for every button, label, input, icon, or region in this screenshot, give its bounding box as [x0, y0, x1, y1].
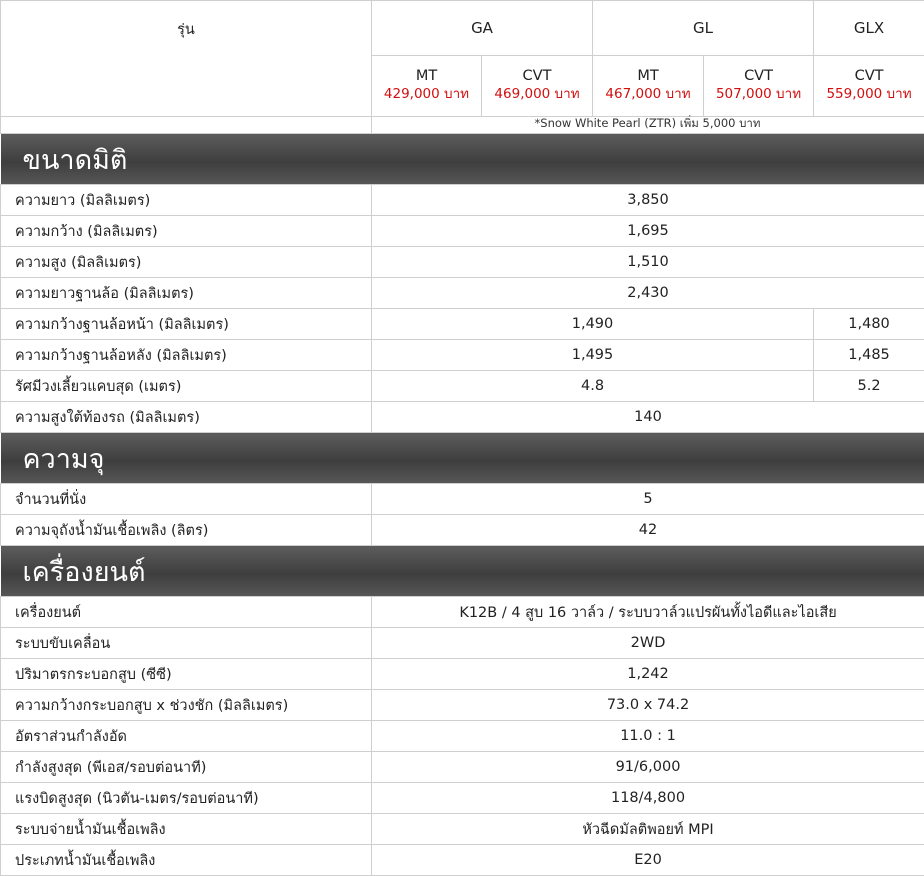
price: 467,000 บาท	[605, 86, 691, 102]
row-value: E20	[372, 845, 924, 876]
row-value: 1,490	[372, 309, 814, 340]
row-label: ความสูงใต้ท้องรถ (มิลลิเมตร)	[1, 402, 372, 433]
row-label: แรงบิดสูงสุด (นิวตัน-เมตร/รอบต่อนาที)	[1, 783, 372, 814]
trim-gl-cvt: CVT 507,000 บาท	[704, 56, 814, 117]
section-header-dimensions	[1, 134, 924, 185]
row-label: เครื่องยนต์	[1, 597, 372, 628]
row-value: 3,850	[372, 185, 924, 216]
trim-gl-mt: MT 467,000 บาท	[593, 56, 704, 117]
model-ga: GA	[372, 1, 593, 56]
row-value: 1,695	[372, 216, 924, 247]
model-header-label: รุ่น	[1, 1, 372, 117]
section-dimensions	[1, 134, 924, 433]
row-label: ความยาวฐานล้อ (มิลลิเมตร)	[1, 278, 372, 309]
price: 429,000 บาท	[383, 86, 470, 102]
price: 507,000 บาท	[715, 86, 802, 102]
row-label: ความกว้างฐานล้อหลัง (มิลลิเมตร)	[1, 340, 372, 371]
row-value: 1,495	[372, 340, 814, 371]
row-value-glx: 1,480	[814, 309, 924, 340]
row-label: อัตราส่วนกำลังอัด	[1, 721, 372, 752]
row-label: รัศมีวงเลี้ยวแคบสุด (เมตร)	[1, 371, 372, 402]
row-label: ระบบขับเคลื่อน	[1, 628, 372, 659]
trim-ga-cvt: CVT 469,000 บาท	[482, 56, 593, 117]
section-header-capacity	[1, 433, 924, 484]
section-engine	[1, 546, 924, 876]
price: 559,000 บาท	[826, 86, 912, 102]
row-value-glx: 5.2	[814, 371, 924, 402]
trim-glx-cvt: CVT 559,000 บาท	[814, 56, 924, 117]
section-title: ขนาดมิติ	[22, 144, 128, 176]
row-value: 118/4,800	[372, 783, 924, 814]
row-value: หัวฉีดมัลติพอยท์ MPI	[372, 814, 924, 845]
row-label: ความกว้าง (มิลลิเมตร)	[1, 216, 372, 247]
model-glx: GLX	[814, 1, 924, 56]
row-label: ความกว้างกระบอกสูบ x ช่วงชัก (มิลลิเมตร)	[1, 690, 372, 721]
price-note: *Snow White Pearl (ZTR) เพิ่ม 5,000 บาท	[534, 116, 761, 130]
row-label: ความจุถังน้ำมันเชื้อเพลิง (ลิตร)	[1, 515, 372, 546]
spacer	[1, 117, 372, 134]
row-label: ระบบจ่ายน้ำมันเชื้อเพลิง	[1, 814, 372, 845]
row-label: ปริมาตรกระบอกสูบ (ซีซี)	[1, 659, 372, 690]
price: 469,000 บาท	[494, 86, 580, 102]
row-value-glx: 1,485	[814, 340, 924, 371]
row-value: 11.0 : 1	[372, 721, 924, 752]
section-title: เครื่องยนต์	[22, 556, 146, 588]
row-label: ความกว้างฐานล้อหน้า (มิลลิเมตร)	[1, 309, 372, 340]
row-label: กำลังสูงสุด (พีเอส/รอบต่อนาที)	[1, 752, 372, 783]
section-title: ความจุ	[22, 443, 105, 475]
trim-ga-mt: MT 429,000 บาท	[372, 56, 482, 117]
row-value: 91/6,000	[372, 752, 924, 783]
row-label: ความยาว (มิลลิเมตร)	[1, 185, 372, 216]
row-value: 140	[372, 402, 924, 433]
model-gl: GL	[593, 1, 814, 56]
row-value: 42	[372, 515, 924, 546]
row-value: 4.8	[372, 371, 814, 402]
row-label: จำนวนที่นั่ง	[1, 484, 372, 515]
row-value: 1,242	[372, 659, 924, 690]
row-label: ประเภทน้ำมันเชื้อเพลิง	[1, 845, 372, 876]
row-value: 2,430	[372, 278, 924, 309]
row-value: 73.0 x 74.2	[372, 690, 924, 721]
section-header-engine	[1, 546, 924, 597]
row-value: 2WD	[372, 628, 924, 659]
section-capacity	[1, 433, 924, 546]
row-label: ความสูง (มิลลิเมตร)	[1, 247, 372, 278]
row-value: 5	[372, 484, 924, 515]
row-value: 1,510	[372, 247, 924, 278]
row-value: K12B / 4 สูบ 16 วาล์ว / ระบบวาล์วแปรผันทั้งไอดีและไอเสีย	[372, 597, 924, 628]
